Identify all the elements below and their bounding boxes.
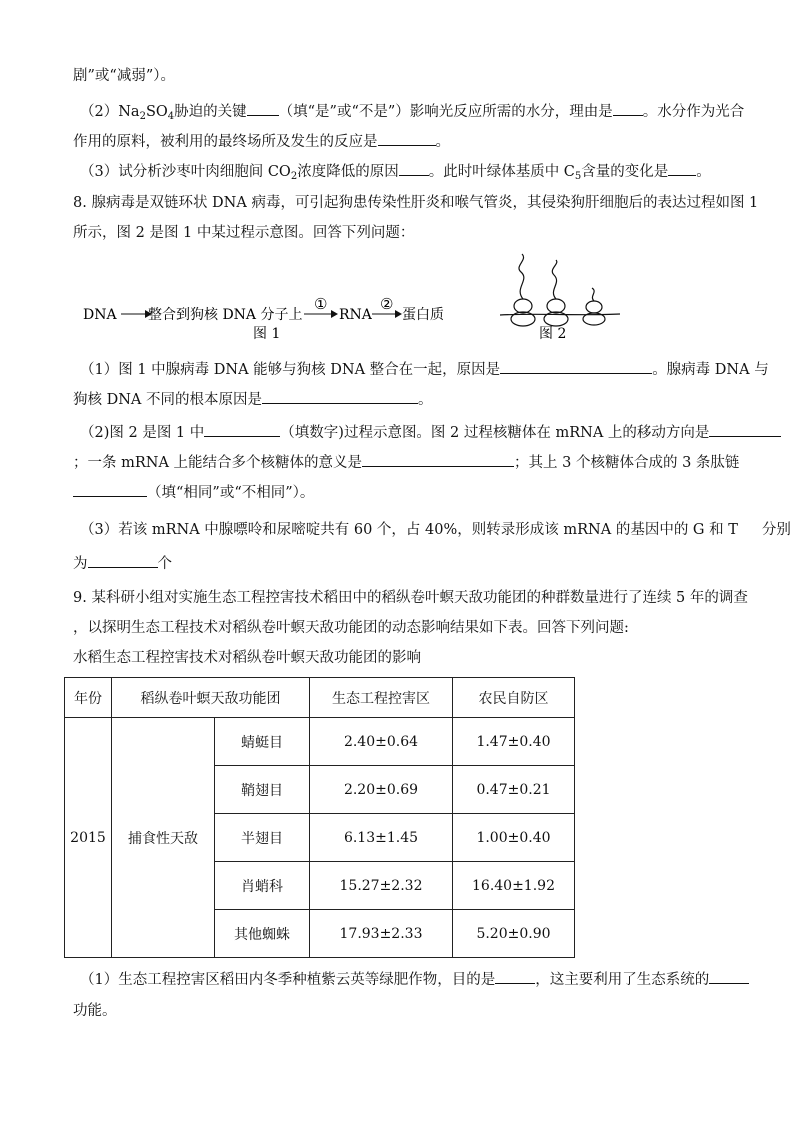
header-cell: 年份 (65, 678, 112, 718)
answer-blank[interactable] (709, 969, 749, 984)
question-8-line-2 (73, 223, 414, 243)
fig1-integrate: 整合到狗核 DNA 分子上 (148, 307, 303, 323)
text: ，以探明生态工程技术对稻纵卷叶螟天敌功能团的动态影响结果如下表。回答下列问题: (73, 620, 629, 636)
subscript: 2 (290, 171, 298, 182)
answer-blank[interactable] (613, 101, 643, 116)
farmer-cell: 5.20±0.90 (453, 910, 575, 958)
text: 剧”或“减弱”）。 (73, 68, 175, 84)
text: 功能。 (73, 1003, 117, 1019)
question-8-3-line (80, 520, 791, 540)
fig1-step-2: ② (380, 295, 394, 313)
text: 胁迫的关键 (174, 104, 247, 120)
eco-cell: 15.27±2.32 (310, 862, 453, 910)
question-8-1-line-2 (73, 389, 433, 410)
answer-blank[interactable] (362, 452, 514, 467)
order-cell: 半翅目 (215, 814, 310, 862)
text: SO (145, 104, 168, 120)
fig1-step-1: ① (314, 295, 328, 313)
text: 为 (73, 556, 88, 572)
farmer-cell: 16.40±1.92 (453, 862, 575, 910)
question-8-2-line (80, 422, 781, 443)
eco-cell: 6.13±1.45 (310, 814, 453, 862)
text: （3）试分析沙枣叶肉细胞间 CO (80, 164, 291, 180)
text: 。 (418, 392, 433, 408)
text: 9. 某科研小组对实施生态工程控害技术稻田中的稻纵卷叶螟天敌功能团的种群数量进行了连续 5 年的调查 (73, 590, 748, 606)
question-9-1-line-2 (73, 1001, 117, 1021)
fig1-protein: 蛋白质 (402, 307, 444, 323)
ribosome-1 (511, 254, 535, 326)
question-2-line-2 (73, 131, 450, 152)
farmer-cell: 1.00±0.40 (453, 814, 575, 862)
farmer-cell: 1.47±0.40 (453, 718, 575, 766)
text: （填“相同”或“不相同”）。 (147, 485, 315, 501)
question-9-line-1 (73, 588, 748, 608)
question-3-line (80, 161, 711, 187)
figure-2-translation (500, 254, 620, 326)
question-8-3-line-2 (73, 553, 172, 574)
ribosome-3 (583, 288, 605, 325)
text: 个 (157, 556, 172, 572)
table-row (65, 718, 575, 766)
answer-blank[interactable] (500, 359, 652, 374)
answer-blank[interactable] (204, 422, 280, 437)
data-table (64, 677, 575, 958)
answer-blank[interactable] (88, 553, 158, 568)
text: （2)图 2 是图 1 中 (80, 425, 205, 441)
text: 。 (435, 134, 450, 150)
header-cell: 稻纵卷叶螟天敌功能团 (112, 678, 310, 718)
table-header-row (65, 678, 575, 718)
order-cell: 鞘翅目 (215, 766, 310, 814)
ribosome-2 (544, 260, 568, 326)
peptide-chain (592, 288, 594, 301)
fig1-arrowhead (395, 310, 402, 318)
eco-cell: 2.20±0.69 (310, 766, 453, 814)
answer-blank[interactable] (399, 161, 429, 176)
text: （2）Na (80, 104, 140, 120)
question-8-1-line (80, 359, 769, 380)
figures (0, 250, 794, 345)
text: ；一条 mRNA 上能结合多个核糖体的意义是 (73, 455, 363, 471)
question-8-2-line-3 (73, 482, 314, 503)
question-8-2-line-2 (73, 452, 739, 473)
answer-blank[interactable] (262, 389, 418, 404)
text: 含量的变化是 (581, 164, 669, 180)
answer-blank[interactable] (378, 131, 436, 146)
subscript: 2 (139, 111, 146, 122)
text: 狗核 DNA 不同的根本原因是 (73, 392, 263, 408)
text: 。腺病毒 DNA 与 (652, 362, 769, 378)
text: 。 (696, 164, 711, 180)
peptide-chain (552, 260, 557, 299)
text: 分别 (761, 522, 791, 538)
group-cell: 捕食性天敌 (112, 718, 215, 958)
fig1-dna: DNA (83, 307, 117, 323)
question-9-1-line (80, 969, 749, 990)
fig1-arrowhead (331, 310, 338, 318)
text: 浓度降低的原因 (297, 164, 399, 180)
text: （填数字)过程示意图。图 2 过程核糖体在 mRNA 上的移动方向是 (280, 425, 710, 441)
header-cell: 生态工程控害区 (310, 678, 453, 718)
order-cell: 其他蜘蛛 (215, 910, 310, 958)
question-2-line (80, 101, 744, 127)
text: （1）生态工程控害区稻田内冬季种植紫云英等绿肥作物，目的是 (80, 972, 496, 988)
text: （3）若该 mRNA 中腺嘌呤和尿嘧啶共有 60 个，占 40%，则转录形成该 mRNA 的基因中的 G 和 T (80, 522, 738, 538)
text: 水稻生态工程控害技术对稻纵卷叶螟天敌功能团的影响 (73, 650, 421, 666)
question-8-line-1 (73, 193, 758, 213)
table-title (73, 648, 421, 668)
order-cell: 肖蛸科 (215, 862, 310, 910)
subscript: 4 (167, 111, 175, 122)
text: 。此时叶绿体基质中 C (428, 164, 575, 180)
text: 所示，图 2 是图 1 中某过程示意图。回答下列问题： (73, 225, 415, 241)
text: ，这主要利用了生态系统的 (535, 972, 710, 988)
text: 8. 腺病毒是双链环状 DNA 病毒，可引起狗患传染性肝炎和喉气管炎，其侵染狗肝细胞后的表达过程如图 1 (73, 195, 759, 211)
text: 。水分作为光合 (642, 104, 745, 120)
answer-blank[interactable] (73, 482, 147, 497)
fig1-label: 图 1 (253, 326, 281, 342)
peptide-chain (519, 254, 524, 299)
text: ；其上 3 个核糖体合成的 3 条肽链 (514, 455, 740, 471)
subscript: 5 (574, 171, 582, 182)
question-9-line-2 (73, 618, 629, 638)
text: （1）图 1 中腺病毒 DNA 能够与狗核 DNA 整合在一起，原因是 (80, 362, 501, 378)
farmer-cell: 0.47±0.21 (453, 766, 575, 814)
header-cell: 农民自防区 (453, 678, 575, 718)
answer-blank[interactable] (668, 161, 696, 176)
text-line (73, 66, 175, 86)
eco-cell: 17.93±2.33 (310, 910, 453, 958)
order-cell: 蜻蜓目 (215, 718, 310, 766)
answer-blank[interactable] (247, 101, 279, 116)
eco-cell: 2.40±0.64 (310, 718, 453, 766)
text: 作用的原料，被利用的最终场所及发生的反应是 (73, 134, 378, 150)
figure-1 (83, 295, 444, 342)
fig1-rna: RNA (339, 307, 372, 323)
fig2-label: 图 2 (539, 326, 567, 342)
answer-blank[interactable] (709, 422, 781, 437)
year-cell: 2015 (65, 718, 112, 958)
answer-blank[interactable] (495, 969, 535, 984)
text: （填“是”或“不是”）影响光反应所需的水分，理由是 (278, 104, 613, 120)
